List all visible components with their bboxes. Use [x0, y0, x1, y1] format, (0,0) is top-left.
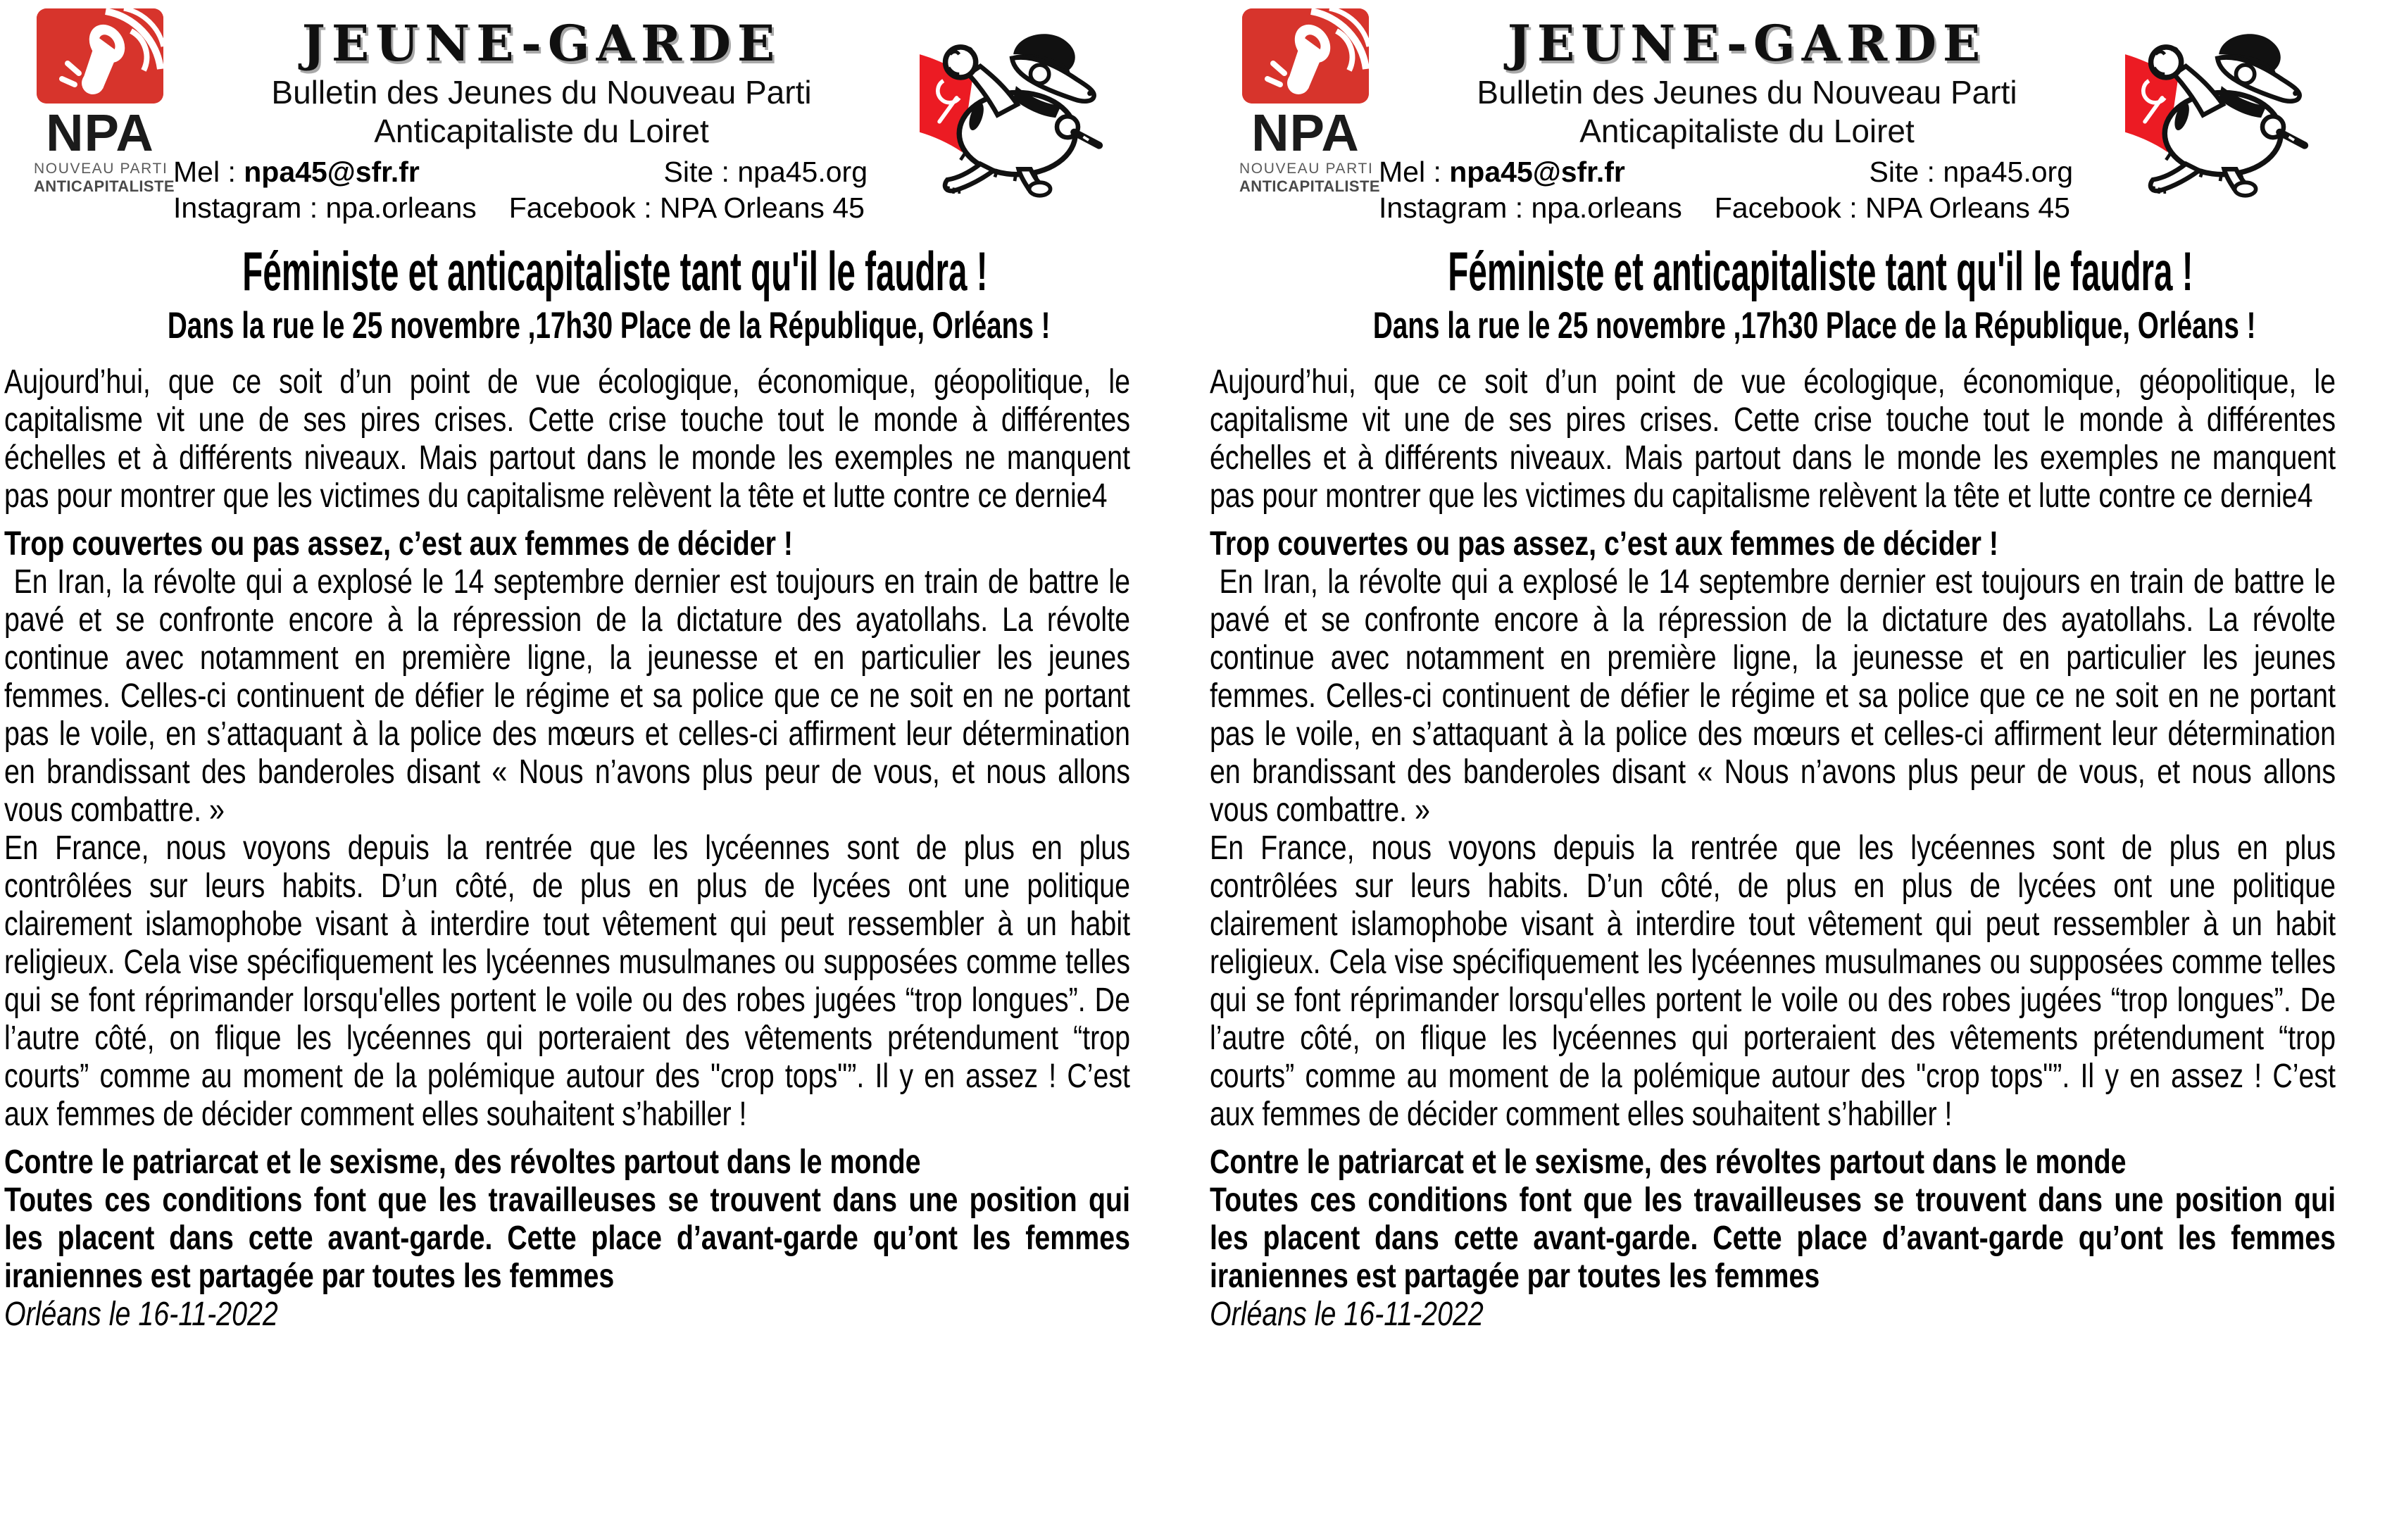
section-heading-patriarcat: Contre le patriarcat et le sexisme, des révoltes partout dans le monde: [4, 1144, 921, 1181]
paragraph-intro: Aujourd’hui, que ce soit d’un point de vue écologique, économique, géopolitique, le capitalisme vit une de ses pires crises. Cette crise touche tout le monde à différentes échelles et à différents niveaux. Mais partout dans le monde les exemples ne manquent pas pour montrer que les victimes du capitalisme relèvent la tête et lutte contre ce dernie4: [4, 363, 1130, 515]
masthead: [1210, 8, 2336, 224]
headline: Féministe et anticapitaliste tant qu'il le faudra !: [242, 240, 988, 302]
npa-subtitle-1: NOUVEAU PARTI: [34, 161, 168, 177]
section-heading-patriarcat: Contre le patriarcat et le sexisme, des révoltes partout dans le monde: [1210, 1144, 2127, 1181]
subheadline: Dans la rue le 25 novembre ,17h30 Place de la République, Orléans !: [1372, 305, 2256, 346]
npa-subtitle-1: NOUVEAU PARTI: [1239, 161, 1374, 177]
site-contact: Site : npa45.org: [1869, 155, 2073, 188]
bulletin-subtitle-line1: Bulletin des Jeunes du Nouveau Parti: [1477, 74, 2017, 111]
bulletin-column-right: [1210, 8, 2336, 1334]
paragraph-intro: Aujourd’hui, que ce soit d’un point de vue écologique, économique, géopolitique, le capitalisme vit une de ses pires crises. Cette crise touche tout le monde à différentes échelles et à différents niveaux. Mais partout dans le monde les exemples ne manquent pas pour montrer que les victimes du capitalisme relèvent la tête et lutte contre ce dernie4: [1210, 363, 2336, 515]
dateline: Orléans le 16-11-2022: [1210, 1296, 1484, 1333]
subheadline: Dans la rue le 25 novembre ,17h30 Place de la République, Orléans !: [167, 305, 1051, 346]
headline: Féministe et anticapitaliste tant qu'il le faudra !: [1448, 240, 2193, 302]
facebook-contact: Facebook : NPA Orleans 45: [1714, 191, 2070, 224]
npa-megaphone-icon: [37, 8, 163, 104]
npa-megaphone-icon: [1242, 8, 1369, 104]
npa-acronym: NPA: [1251, 104, 1360, 162]
paragraph-france: En France, nous voyons depuis la rentrée que les lycéennes sont de plus en plus contrôlées sur leurs habits. D’un côté, de plus en plus de lycées ont une politique clairement islamophobe visant à interdire tout vêtement qui peut ressembler à un habit religieux. Cela vise spécifiquement les lycéennes musulmanes ou supposées comme telles qui se font réprimander lorsqu'elles portent le voile ou des robes jugées “trop longues”. De l’autre côté, on flique les lycéennes qui porteraient des vêtements prétendument “trop courts” comme au moment de la polémique autour des "crop tops"”. Il y en assez ! C’est aux femmes de décider comment elles souhaitent s’habiller !: [1210, 830, 2336, 1133]
instagram-contact: Instagram : npa.orleans: [1379, 191, 1682, 224]
article-body: [1210, 363, 2336, 1334]
masthead: [4, 8, 1131, 224]
mole-with-red-flag-illustration: [2125, 15, 2336, 201]
dateline: Orléans le 16-11-2022: [4, 1296, 278, 1333]
subheadline-row: [4, 304, 1131, 346]
section-heading-couvertes: Trop couvertes ou pas assez, c’est aux femmes de décider !: [4, 525, 794, 563]
paragraph-france: En France, nous voyons depuis la rentrée que les lycéennes sont de plus en plus contrôlées sur leurs habits. D’un côté, de plus en plus de lycées ont une politique clairement islamophobe visant à interdire tout vêtement qui peut ressembler à un habit religieux. Cela vise spécifiquement les lycéennes musulmanes ou supposées comme telles qui se font réprimander lorsqu'elles portent le voile ou des robes jugées “trop longues”. De l’autre côté, on flique les lycéennes qui porteraient des vêtements prétendument “trop courts” comme au moment de la polémique autour des "crop tops"”. Il y en assez ! C’est aux femmes de décider comment elles souhaitent s’habiller !: [4, 830, 1130, 1133]
social-line: [166, 192, 917, 225]
email-address: npa45@sfr.fr: [244, 155, 420, 188]
bulletin-subtitle-line2: Anticapitaliste du Loiret: [374, 112, 709, 149]
headline-row: [1210, 239, 2336, 301]
contact-line: [1372, 156, 2122, 189]
bulletin-title: JEUNE-GARDE: [1507, 14, 1987, 73]
paragraph-travailleuses: Toutes ces conditions font que les travailleuses se trouvent dans une position qui les placent dans cette avant-garde. Cette place d’avant-garde qu’ont les femmes iraniennes est partagée par toutes les femmes: [4, 1182, 1130, 1295]
paragraph-iran: En Iran, la révolte qui a explosé le 14 septembre dernier est toujours en train de battre le pavé et se confronte encore à la répression de la dictature des ayatollahs. La révolte continue avec notamment en première ligne, la jeunesse et en particulier les jeunes femmes. Celles-ci continuent de défier le régime et sa police que ce ne soit en ne portant pas le voile, en s’attaquant à la police des mœurs et celles-ci affirment leur détermination en brandissant des banderoles disant « Nous n’avons plus peur de vous, et nous allons vous combattre. »: [4, 563, 1130, 829]
site-contact: Site : npa45.org: [663, 155, 868, 188]
paragraph-travailleuses: Toutes ces conditions font que les travailleuses se trouvent dans une position qui les placent dans cette avant-garde. Cette place d’avant-garde qu’ont les femmes iraniennes est partagée par toutes les femmes: [1210, 1182, 2336, 1295]
bulletin-subtitle-line1: Bulletin des Jeunes du Nouveau Parti: [271, 74, 812, 111]
bulletin-title: JEUNE-GARDE: [301, 14, 782, 73]
article-body: [4, 363, 1130, 1334]
contact-line: [166, 156, 917, 189]
masthead-center: [166, 8, 917, 225]
bulletin-column-left: [4, 8, 1131, 1334]
mole-with-red-flag-illustration: [920, 15, 1131, 201]
npa-acronym: NPA: [46, 104, 154, 162]
headline-row: [4, 239, 1131, 301]
paragraph-iran: En Iran, la révolte qui a explosé le 14 septembre dernier est toujours en train de battre le pavé et se confronte encore à la répression de la dictature des ayatollahs. La révolte continue avec notamment en première ligne, la jeunesse et en particulier les jeunes femmes. Celles-ci continuent de défier le régime et sa police que ce ne soit en ne portant pas le voile, en s’attaquant à la police des mœurs et celles-ci affirment leur détermination en brandissant des banderoles disant « Nous n’avons plus peur de vous, et nous allons vous combattre. »: [1210, 563, 2336, 829]
npa-subtitle-2: ANTICAPITALISTE: [34, 177, 175, 196]
section-heading-couvertes: Trop couvertes ou pas assez, c’est aux femmes de décider !: [1210, 525, 1999, 563]
email-address: npa45@sfr.fr: [1449, 155, 1625, 188]
npa-logo: [1239, 8, 1380, 196]
bulletin-subtitle-line2: Anticapitaliste du Loiret: [1579, 112, 1915, 149]
npa-subtitle-2: ANTICAPITALISTE: [1239, 177, 1380, 196]
npa-logo: [34, 8, 175, 196]
instagram-contact: Instagram : npa.orleans: [173, 191, 477, 224]
masthead-center: [1372, 8, 2122, 225]
social-line: [1372, 192, 2122, 225]
subheadline-row: [1210, 304, 2336, 346]
facebook-contact: Facebook : NPA Orleans 45: [508, 191, 865, 224]
email-contact: Mel : npa45@sfr.fr: [173, 155, 420, 188]
email-contact: Mel : npa45@sfr.fr: [1379, 155, 1625, 188]
